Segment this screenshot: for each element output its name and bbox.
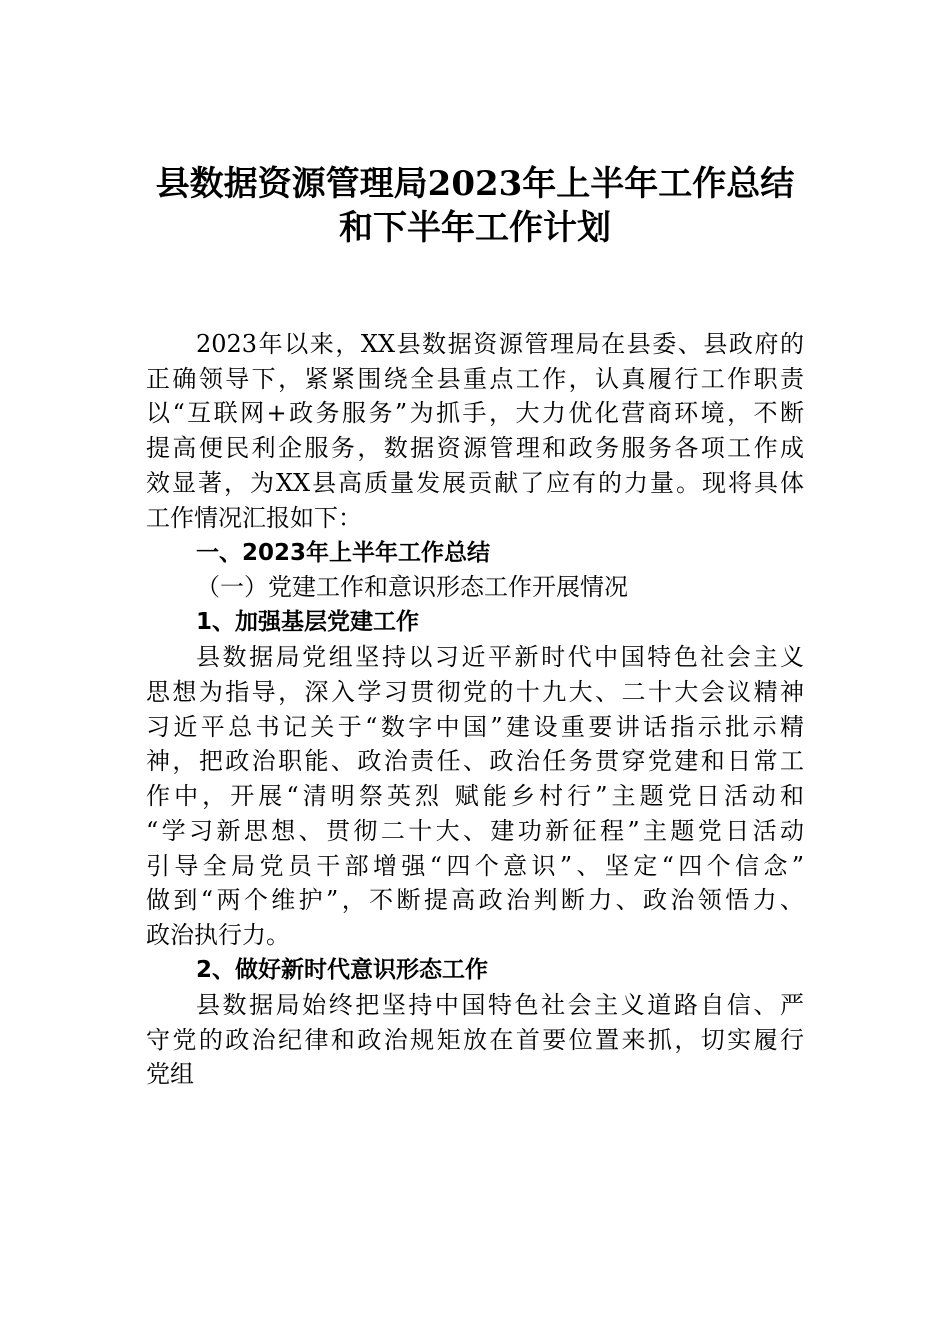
section-heading: 一、2023年上半年工作总结 (196, 540, 491, 566)
item-heading: 2、做好新时代意识形态工作 (196, 957, 489, 983)
intro-line: 2023年以来，XX县数据资源管理局在县委、县政府的 (196, 330, 804, 358)
item1-body-line: 思想为指导，深入学习贯彻党的十九大、二十大会议精神 (146, 678, 804, 706)
item1-body-line: 政治执行力。 (146, 921, 290, 949)
item1-body-line: 引导全局党员干部增强“四个意识”、坚定“四个信念” (146, 852, 804, 880)
item1-body-line: 县数据局党组坚持以习近平新时代中国特色社会主义 (196, 643, 804, 671)
intro-line: 效显著，为XX县高质量发展贡献了应有的力量。现将具体 (146, 469, 804, 497)
intro-line: 以“互联网+政务服务”为抓手，大力优化营商环境，不断 (146, 399, 804, 427)
intro-line: 提高便民利企服务，数据资源管理和政务服务各项工作成 (146, 434, 804, 462)
document-title-line-2: 和下半年工作计划 (339, 208, 611, 248)
item2-body-line: 守党的政治纪律和政治规矩放在首要位置来抓，切实履行 (146, 1026, 804, 1054)
item-heading: 1、加强基层党建工作 (196, 609, 420, 635)
item1-body-line: “学习新思想、贯彻二十大、建功新征程”主题党日活动 (146, 817, 804, 845)
item2-body-line: 党组 (146, 1060, 194, 1088)
item1-body-line: 作中，开展“清明祭英烈 赋能乡村行”主题党日活动和 (146, 782, 804, 810)
item2-body-line: 县数据局始终把坚持中国特色社会主义道路自信、严 (196, 991, 804, 1019)
item1-body-line: 做到“两个维护”，不断提高政治判断力、政治领悟力、 (146, 886, 804, 914)
intro-line: 工作情况汇报如下： (146, 504, 362, 532)
intro-line: 正确领导下，紧紧围绕全县重点工作，认真履行工作职责 (146, 365, 804, 393)
item1-body-line: 神，把政治职能、政治责任、政治任务贯穿党建和日常工 (146, 747, 804, 775)
subsection-heading: （一）党建工作和意识形态工作开展情况 (196, 573, 628, 601)
document-title-line-1: 县数据资源管理局2023年上半年工作总结 (155, 164, 795, 204)
item1-body-line: 习近平总书记关于“数字中国”建设重要讲话指示批示精 (146, 713, 804, 741)
